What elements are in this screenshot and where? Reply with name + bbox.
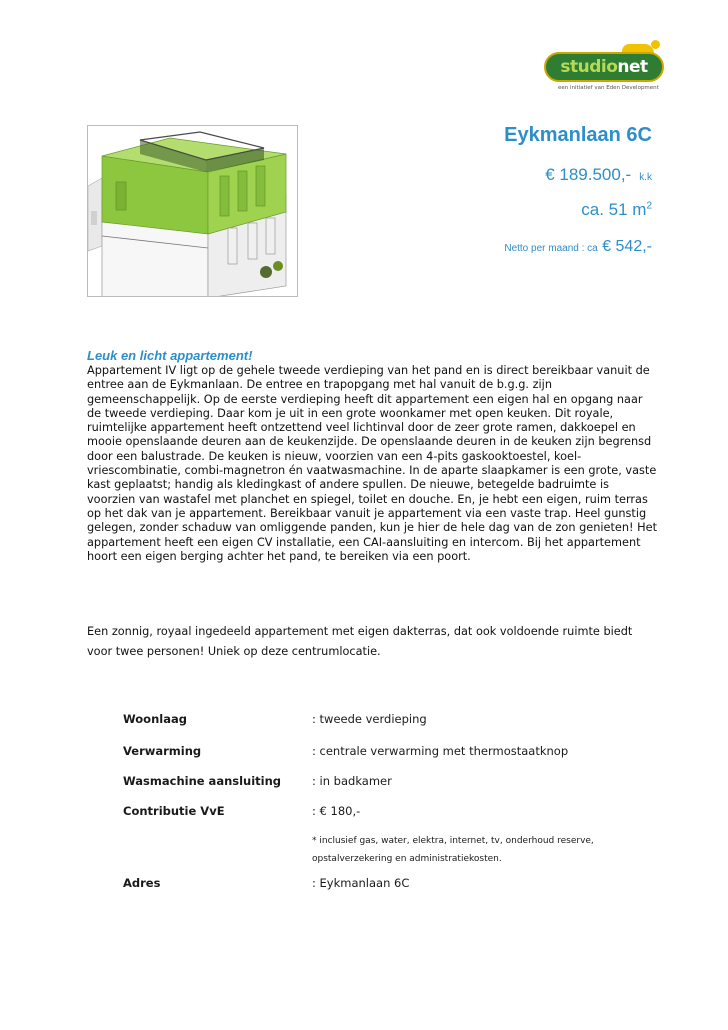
logo-tagline: een initiatief van Eden Development [558,85,659,91]
logo-word-studio: studio [560,57,618,77]
spec-label: Wasmachine aansluiting [123,774,282,788]
logo-badge [544,52,664,82]
description-subtitle: Leuk en licht appartement! [87,348,253,363]
spec-value: : tweede verdieping [312,712,427,726]
spec-value: : Eykmanlaan 6C [312,876,410,890]
description-paragraph: Appartement IV ligt op de gehele tweede verdieping van het pand en is direct bereikbaar vanuit de entree aan de Eykmanlaan. De entree en trapopgang met hal vanuit de b.g.g. zijn gemeenschappelijk. Op de eerste verdieping heeft dit appartement een eigen hal en opgang naar de tweede verdieping. Daar kom je uit in een grote woonkamer met open keuken. Dit royale, ruimtelijke appartement heeft ontzettend veel lichtinval door de zeer grote ramen, dakkoepel en mooie openslaande deuren aan de keukenzijde. De openslaande deuren in de keuken zijn begrensd door een balustrade. De keuken is nieuw, voorzien van een 4-pits gaskooktoestel, koel-vriescombinatie, combi-magnetron én vaatwasmachine. In de aparte slaapkamer is een grote, vaste kast geplaatst; handig als kledingkast of andere spullen. De nieuwe, betegelde badruimte is voorzien van wastafel met planchet en spiegel, toilet en douche. En, je hebt een eigen, ruim terras op het dak van je appartement. Bereikbaar vanuit je appartement via een vaste trap. Heel gunstig gelegen, zonder schaduw van omliggende panden, kun je hier de hele dag van de zon genieten! Het appartement heeft een eigen CV installatie, een CAI-aansluiting en intercom. Bij het appartement hoort een eigen berging achter het pand, te bereiken via een poort. [87,364,657,563]
logo-wordmark [560,57,647,77]
monthly-value: € 542,- [602,238,652,255]
price-line [545,165,652,185]
building-image [87,125,298,297]
monthly-label: Netto per maand : ca [504,243,598,254]
studionet-logo [540,44,672,96]
spec-value: : centrale verwarming met thermostaatknop [312,744,569,758]
summary-paragraph: Een zonnig, royaal ingedeeld appartement met eigen dakterras, dat ook voldoende ruimte biedt voor twee personen! Uniek op deze centrumlocatie. [87,625,633,658]
price-value: € 189.500,- [545,165,632,184]
property-title: Eykmanlaan 6C [504,124,652,146]
spec-footnote [312,832,594,868]
spec-footnote-line: opstalverzekering en administratiekosten. [312,854,502,864]
spec-footnote-line: * inclusief gas, water, elektra, internet, tv, onderhoud reserve, [312,836,594,846]
spec-label: Verwarming [123,744,202,758]
spec-value: : € 180,- [312,804,361,818]
price-suffix: k.k [639,172,652,183]
building-illustration [88,126,298,297]
area-line [581,200,652,220]
spec-label: Contributie VvE [123,804,225,818]
area-unit-superscript: 2 [646,200,652,212]
spec-value: : in badkamer [312,774,392,788]
spec-label: Woonlaag [123,712,187,726]
logo-word-net: net [617,57,648,77]
area-value: ca. 51 m [581,200,647,219]
monthly-cost-line [504,238,652,256]
spec-label: Adres [123,876,161,890]
